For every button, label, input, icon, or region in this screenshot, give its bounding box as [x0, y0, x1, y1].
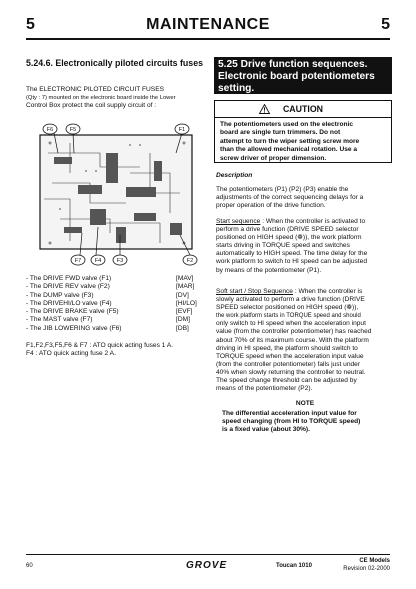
start-line: automatically to HIGH speed. The time delay for the — [216, 250, 368, 258]
valve-code: [EVF] — [176, 308, 193, 316]
start-line: : When the controller is activated to — [260, 218, 366, 225]
note-heading: NOTE — [295, 400, 315, 407]
section-title-line: 5.25 Drive function sequences. — [218, 59, 368, 70]
description-line: proper operation of the drive function. — [216, 202, 326, 210]
valve-row — [26, 325, 212, 333]
note-paragraph — [222, 410, 394, 434]
valve-row — [26, 300, 212, 308]
intro-line: Control Box protect the coil supply circuit of : — [26, 102, 157, 110]
section-title-drive-sequences — [214, 57, 392, 94]
section-title-fuses: 5.24.6. Electronically piloted circuits fuses — [26, 58, 203, 68]
start-line: perform a drive function (DRIVE SPEED selector — [216, 226, 359, 234]
description-line: The potentiometers (P1) (P2) (P3) enable the — [216, 186, 349, 193]
soft-line: means of the potentiometer (P2). — [216, 385, 313, 393]
header-rule — [26, 38, 390, 40]
start-line: starts driving in TORQUE speed and switches — [216, 242, 350, 250]
caution-line: attempt to turn the wiper setting screw more — [220, 137, 360, 145]
caution-title: CAUTION — [282, 104, 324, 114]
valve-code: [DV] — [176, 291, 189, 299]
caution-line: The potentiometers used on the electronic — [220, 121, 353, 128]
intro-line: (Qty : 7) mounted on the electronic board inside the Lower — [26, 95, 176, 102]
valve-name: - The DRIVEHI/LO valve (F4) — [26, 299, 112, 307]
fuse-label-f6: F6 — [46, 127, 54, 133]
valve-name: - The MAST valve (F7) — [26, 316, 93, 324]
valve-row — [26, 316, 212, 324]
soft-line: TORQUE speed when the acceleration input value — [216, 352, 364, 360]
page-title: MAINTENANCE — [146, 16, 270, 33]
note-line: The differential acceleration input value for — [222, 410, 357, 417]
note-line: is a fixed value (about 30%). — [222, 426, 310, 434]
valve-code: [DB] — [176, 324, 189, 332]
start-line: work platform to switch to HI speed can be adjusted — [216, 258, 367, 266]
soft-line: the work platform starts in TORQUE speed and should — [216, 313, 361, 320]
caution-line: board are single turn trimmers. Do not — [220, 129, 341, 137]
page-number: 60 — [26, 563, 33, 569]
warning-triangle-icon — [259, 104, 270, 114]
valve-row — [26, 283, 212, 291]
valve-name: - The DUMP valve (F3) — [26, 291, 94, 299]
valve-name: - The DRIVE REV valve (F2) — [26, 283, 110, 291]
valve-name: - The DRIVE FWD valve (F1) — [26, 275, 112, 282]
start-sequence-paragraph — [216, 218, 394, 275]
description-heading: Description — [216, 172, 253, 179]
ce-models: CE Models — [359, 558, 390, 564]
footer-rule — [26, 554, 390, 555]
electronic-board-diagram — [30, 123, 204, 269]
fuse-label-f5: F5 — [69, 127, 77, 133]
fuse-label-f3: F3 — [116, 258, 124, 264]
caution-line: screw driver of proper dimension. — [220, 154, 327, 162]
chapter-number-right: 5 — [381, 16, 390, 33]
soft-line: : When the controller is — [292, 288, 363, 295]
fuse-note-line: F1,F2,F3,F5,F6 & F7 : ATO quick acting fuses 1 A. — [26, 342, 174, 349]
valve-row — [26, 275, 212, 283]
soft-start-heading: Soft start / Stop Sequence — [216, 288, 293, 295]
description-paragraph — [216, 186, 394, 210]
grove-logo: GROVE — [186, 560, 228, 571]
soft-line: slowly activated to perform a drive function (DRIVE — [216, 296, 365, 304]
chapter-number-left: 5 — [26, 16, 35, 33]
valve-row — [26, 292, 212, 300]
soft-line: only switch to HI speed when the acceleration input — [216, 320, 366, 328]
soft-line: The speed change threshold can be adjusted by — [216, 377, 357, 385]
caution-text — [215, 118, 391, 166]
start-line: positioned on HIGH speed (❁)), the work platform — [216, 234, 362, 242]
section-title-line: Electronic board potentiometers — [218, 71, 375, 82]
soft-line: driving in HI speed, the platform should switch to — [216, 344, 358, 352]
soft-line: SPEED selector positioned on HIGH speed (❁)), — [216, 304, 359, 312]
valve-list — [26, 275, 212, 333]
model-name: Toucan 1010 — [276, 563, 312, 569]
fuse-rating-note — [26, 342, 216, 358]
fuses-intro — [26, 86, 212, 110]
fuse-label-f4: F4 — [94, 258, 102, 264]
valve-code: [DM] — [176, 316, 190, 324]
note-line: speed changing (from HI to TORQUE speed) — [222, 418, 361, 426]
valve-name: - The JIB LOWERING valve (F6) — [26, 324, 122, 332]
soft-start-paragraph — [216, 288, 394, 393]
start-line: by means of the potentiometer (P1). — [216, 266, 322, 274]
valve-code: [HI/LO] — [176, 299, 197, 307]
intro-line: The ELECTRONIC PILOTED CIRCUIT FUSES — [26, 86, 165, 93]
valve-code: [MAV] — [176, 275, 194, 282]
fuse-label-f1: F1 — [178, 127, 186, 133]
soft-line: value (from the controller potentiometer) has reached — [216, 328, 372, 336]
soft-line: 40% when slowly returning the controller to neutral. — [216, 368, 366, 376]
valve-row — [26, 308, 212, 316]
soft-line: (from the controller potentiometer) falls just under — [216, 360, 361, 368]
soft-line: about 70% of its maximum course. With the platform — [216, 336, 369, 344]
valve-code: [MAR] — [176, 283, 195, 291]
valve-name: - The DRIVE BRAKE valve (F5) — [26, 308, 119, 316]
start-sequence-heading: Start sequence — [216, 218, 261, 225]
caution-header — [215, 101, 391, 118]
fuse-note-line: F4 : ATO quick acting fuse 2 A. — [26, 350, 116, 358]
fuse-label-f2: F2 — [186, 258, 194, 264]
fuse-label-f7: F7 — [74, 258, 82, 264]
description-line: adjustments of the correct sequencing delays for a — [216, 194, 364, 202]
section-title-line: setting. — [218, 83, 255, 94]
revision: Revision 02-2000 — [343, 566, 390, 572]
caution-box — [214, 100, 392, 163]
caution-line: than the allowed mechanical rotation. Use a — [220, 146, 358, 154]
